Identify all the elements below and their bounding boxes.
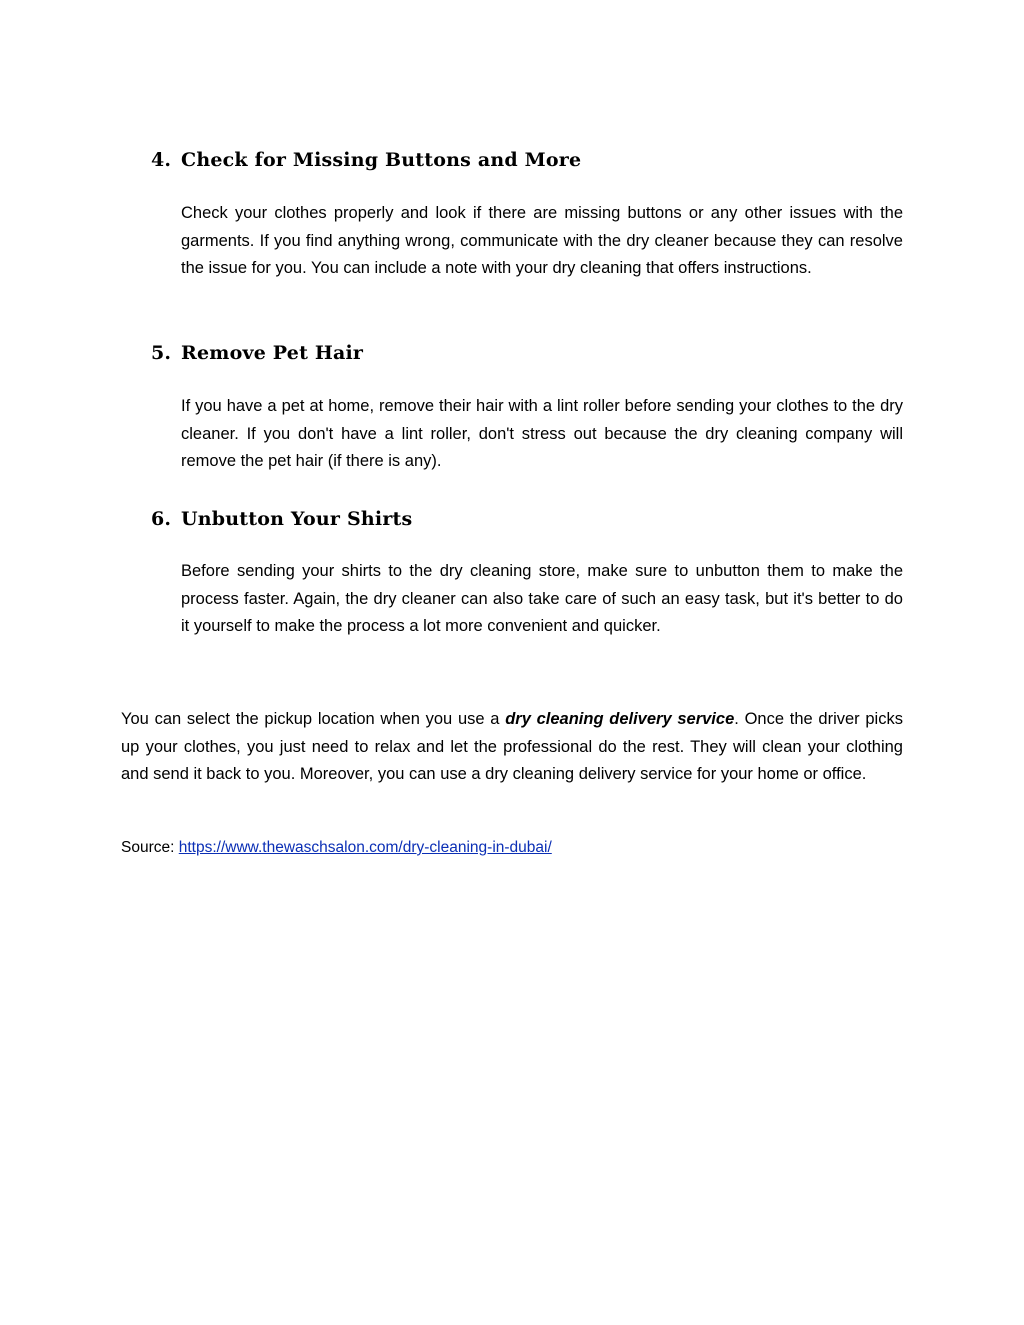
source-line — [121, 836, 552, 860]
section-number: 6. — [151, 508, 172, 530]
closing-emphasis: dry cleaning delivery service — [505, 710, 735, 728]
section-body-6: Before sending your shirts to the dry cleaning store, make sure to unbutton them to make the process faster. Again, the dry cleaner can also take care of such an easy task, but it's better to do it yourself to make the process a lot more convenient and quicker. — [181, 562, 903, 636]
section-heading-5 — [151, 341, 363, 365]
source-link[interactable]: https://www.thewaschsalon.com/dry-cleaning-in-dubai/ — [178, 839, 552, 856]
closing-text-start: You can select the pickup location when you use a — [121, 710, 506, 728]
section-title: Remove Pet Hair — [181, 342, 364, 364]
closing-text-end: . Once the driver picks up your clothes, you just need to relax and let the professional do the rest. They will clean your clothing and send it back to you. Moreover, you can use a dry cleaning delivery service for your home or office. — [121, 710, 903, 784]
section-title: Check for Missing Buttons and More — [181, 149, 582, 171]
section-title: Unbutton Your Shirts — [181, 508, 413, 530]
section-body-4: Check your clothes properly and look if there are missing buttons or any other issues with the garments. If you find anything wrong, communicate with the dry cleaner because they can resolve the issue for you. You can include a note with your dry cleaning that offers instructions. — [181, 204, 903, 278]
section-heading-4 — [151, 148, 581, 172]
closing-paragraph — [121, 706, 903, 789]
section-number: 5. — [151, 342, 172, 364]
section-heading-6 — [151, 507, 412, 531]
source-label: Source: — [121, 839, 179, 856]
section-number: 4. — [151, 149, 172, 171]
section-body-5: If you have a pet at home, remove their hair with a lint roller before sending your clothes to the dry cleaner. If you don't have a lint roller, don't stress out because the dry cleaning company will remove the pet hair (if there is any). — [181, 397, 903, 471]
